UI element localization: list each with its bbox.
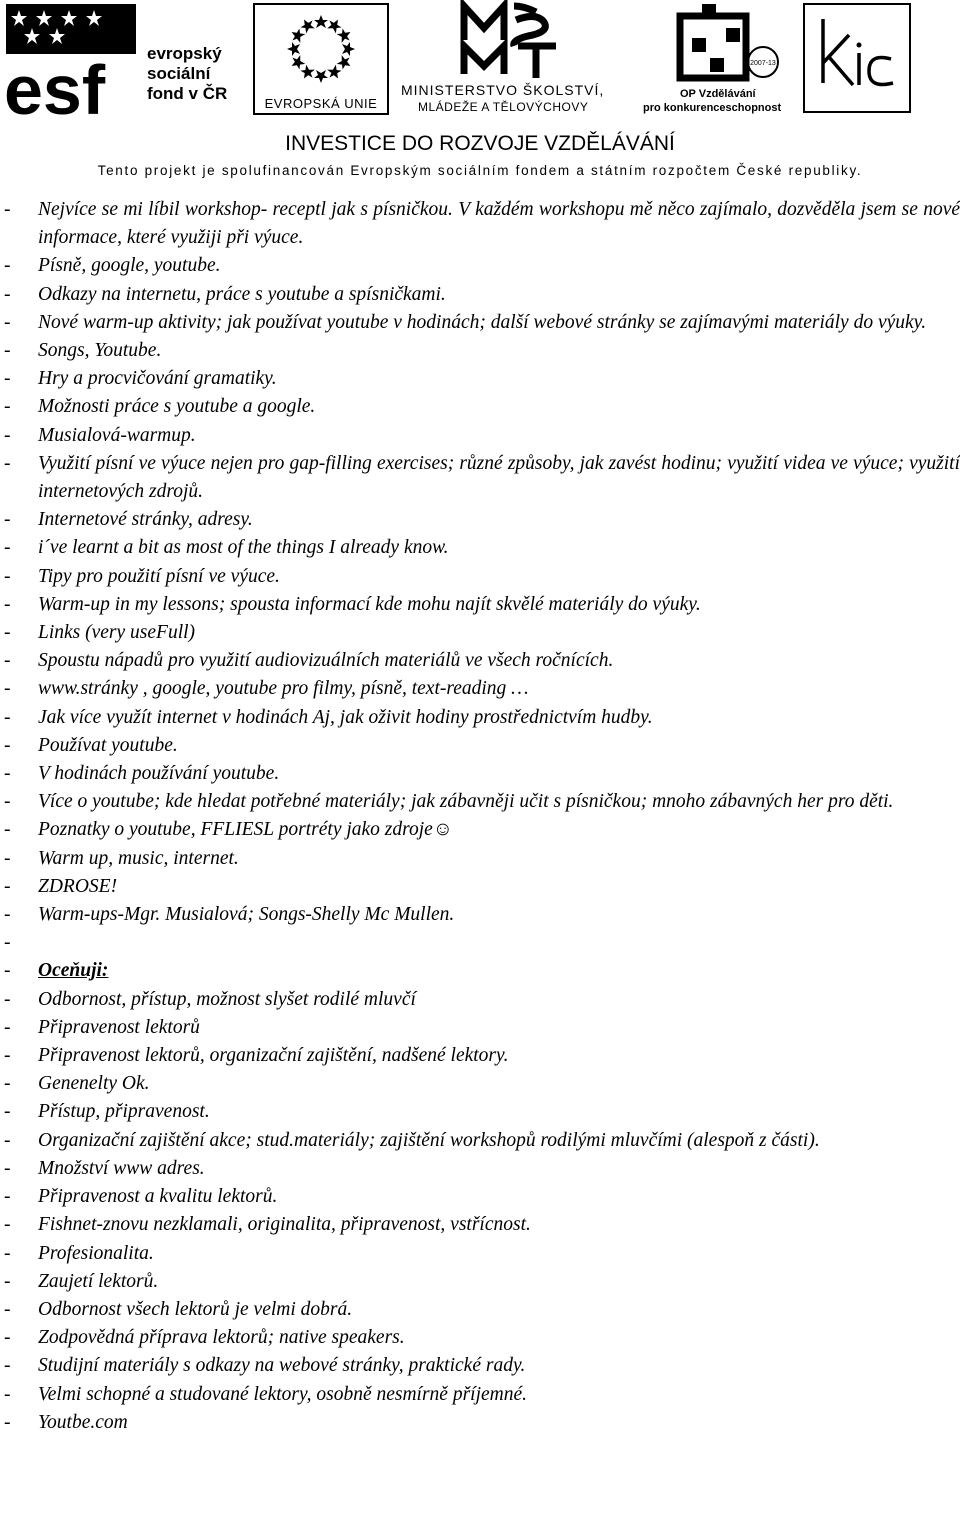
list-item-text: Odbornost, přístup, možnost slyšet rodilé mluvčí	[38, 988, 416, 1010]
kic-logo	[803, 3, 911, 113]
op-vk-years: 2007-13	[750, 60, 776, 67]
list-item-text: Poznatky o youtube, FFLIESL portréty jako zdroje☺	[38, 819, 453, 841]
bullet-dash: -	[4, 396, 11, 418]
list-item	[0, 1014, 960, 1042]
list-item	[0, 252, 960, 280]
list-item	[0, 1352, 960, 1380]
list-item-text: Warm-ups-Mgr. Musialová; Songs-Shelly Mc Mullen.	[38, 904, 455, 926]
list-item-text: Hry a procvičování gramatiky.	[38, 368, 277, 390]
list-item-text: Youtbe.com	[38, 1411, 128, 1433]
bullet-dash: -	[4, 1270, 11, 1292]
list-item-text: Možnosti práce s youtube a google.	[38, 396, 316, 418]
list-item-text: Odkazy na internetu, práce s youtube a spísničkami.	[38, 283, 446, 305]
list-item-text: Více o youtube; kde hledat potřebné materiály; jak zábavněji učit s písničkou; mnoho zábavných her pro děti.	[38, 791, 894, 813]
list-item	[0, 506, 960, 534]
list-item	[0, 873, 960, 901]
list-item-text: Nové warm-up aktivity; jak používat youtube v hodinách; další webové stránky se zajímavými materiály do výuky.	[38, 311, 927, 333]
bullet-dash: -	[4, 706, 11, 728]
bullet-dash: -	[4, 340, 11, 362]
list-item-text: Genenelty Ok.	[38, 1073, 150, 1095]
list-item	[0, 816, 960, 844]
op-vk-line2: pro konkurenceschopnost	[643, 102, 782, 114]
list-item-text: www.stránky , google, youtube pro filmy, písně, text-reading …	[38, 678, 529, 700]
bullet-dash: -	[4, 819, 11, 841]
list-item	[0, 1409, 960, 1437]
bullet-dash: -	[4, 734, 11, 756]
list-item	[0, 337, 960, 365]
op-vk-logo	[640, 0, 792, 118]
list-item	[0, 281, 960, 309]
list-item-text: Odbornost všech lektorů je velmi dobrá.	[38, 1298, 353, 1320]
list-item-text: Připravenost lektorů	[38, 1016, 200, 1038]
list-item-text: Spoustu nápadů pro využití audiovizuálních materiálů ve všech ročnících.	[38, 650, 614, 672]
financing-note: Tento projekt je spolufinancován Evropským sociálním fondem a státním rozpočtem České republiky.	[97, 163, 863, 178]
list-item	[0, 732, 960, 760]
bullet-dash: -	[4, 1355, 11, 1377]
list-item	[0, 788, 960, 816]
svg-text:esf: esf	[4, 51, 106, 118]
bullet-dash: -	[4, 1242, 11, 1264]
list-item-text: Studijní materiály s odkazy na webové stránky, praktické rady.	[38, 1355, 526, 1377]
bullet-dash: -	[4, 1045, 11, 1067]
bullet-dash: -	[4, 593, 11, 615]
bullet-dash: -	[4, 622, 11, 644]
list-item	[0, 1127, 960, 1155]
list-item-text: Fishnet-znovu nezklamali, originalita, připravenost, vstřícnost.	[38, 1214, 531, 1236]
list-item	[0, 1042, 960, 1070]
list-item	[0, 1296, 960, 1324]
list-item	[0, 591, 960, 619]
bullet-dash: -	[4, 537, 11, 559]
msmt-logo	[396, 0, 632, 118]
esf-logo-text: evropský sociální fond v ČR	[147, 44, 228, 103]
list-item	[0, 845, 960, 873]
list-item	[0, 901, 960, 929]
list-item	[0, 309, 960, 337]
bullet-dash: -	[4, 932, 11, 954]
list-item-text: Jak více využít internet v hodinách Aj, jak oživit hodiny prostřednictvím hudby.	[38, 706, 653, 728]
list-item-text: Velmi schopné a studované lektory, osobně nesmírně příjemné.	[38, 1383, 528, 1405]
bullet-dash: -	[4, 875, 11, 897]
bullet-dash: -	[4, 311, 11, 333]
list-item	[0, 929, 960, 957]
eu-logo	[253, 3, 389, 115]
bullet-dash: -	[4, 509, 11, 531]
list-item-text: Zaujetí lektorů.	[38, 1270, 159, 1292]
list-item-text: Zodpovědná příprava lektorů; native speakers.	[38, 1327, 405, 1349]
bullet-dash: -	[4, 1383, 11, 1405]
list-item	[0, 1211, 960, 1239]
list-item-text: Internetové stránky, adresy.	[38, 509, 253, 531]
list-item	[0, 1381, 960, 1409]
page-header	[0, 0, 960, 185]
list-item-text: Musialová-warmup.	[38, 424, 196, 446]
list-item	[0, 1240, 960, 1268]
list-item	[0, 1183, 960, 1211]
list-item-text: Nejvíce se mi líbil workshop- receptl jak s písničkou. V každém workshopu mě něco zajímalo, dozvěděla jsem se nové informace, které využiji při výuce.	[38, 199, 960, 249]
list-item	[0, 1070, 960, 1098]
bullet-dash: -	[4, 847, 11, 869]
bullet-dash: -	[4, 650, 11, 672]
bullet-dash: -	[4, 1327, 11, 1349]
feedback-list	[0, 196, 960, 1437]
bullet-dash: -	[4, 1186, 11, 1208]
list-item-text: Links (very useFull)	[38, 622, 196, 644]
list-item	[0, 393, 960, 421]
bullet-dash: -	[4, 1129, 11, 1151]
list-item-text: Warm-up in my lessons; spousta informací kde mohu najít skvělé materiály do výuky.	[38, 593, 701, 615]
bullet-dash: -	[4, 1214, 11, 1236]
bullet-dash: -	[4, 1298, 11, 1320]
list-item-text: Písně, google, youtube.	[38, 255, 221, 277]
list-item	[0, 957, 960, 985]
list-item-text: Profesionalita.	[38, 1242, 154, 1264]
list-item	[0, 365, 960, 393]
list-item-text: Množství www adres.	[38, 1157, 205, 1179]
list-item-text: Organizační zajištění akce; stud.materiály; zajištění workshopů rodilými mluvčími (alespoň z části).	[38, 1129, 820, 1151]
bullet-dash: -	[4, 424, 11, 446]
bullet-dash: -	[4, 1101, 11, 1123]
investice-heading: INVESTICE DO ROZVOJE VZDĚLÁVÁNÍ	[285, 132, 675, 155]
msmt-logo-line2: MLÁDEŽE A TĚLOVÝCHOVY	[418, 100, 589, 114]
list-item-text: Připravenost a kvalitu lektorů.	[38, 1186, 278, 1208]
bullet-dash: -	[4, 368, 11, 390]
bullet-dash: -	[4, 1411, 11, 1433]
list-item	[0, 619, 960, 647]
bullet-dash: -	[4, 904, 11, 926]
list-item	[0, 422, 960, 450]
list-item	[0, 196, 960, 252]
list-item-text: ZDROSE!	[38, 875, 118, 897]
list-item	[0, 760, 960, 788]
list-item	[0, 1324, 960, 1352]
list-item-text: Používat youtube.	[38, 734, 178, 756]
bullet-dash: -	[4, 791, 11, 813]
list-item	[0, 704, 960, 732]
list-item-text: Přístup, připravenost.	[38, 1101, 210, 1123]
list-item-text: Warm up, music, internet.	[38, 847, 239, 869]
list-item-text: V hodinách používání youtube.	[38, 763, 280, 785]
bullet-dash: -	[4, 1016, 11, 1038]
list-item-text: Využití písní ve výuce nejen pro gap-filling exercises; různé způsoby, jak zavést hodinu; využití videa ve výuce; využití internetových zdrojů.	[38, 452, 960, 503]
bullet-dash: -	[4, 452, 11, 474]
list-item-text: Připravenost lektorů, organizační zajištění, nadšené lektory.	[38, 1045, 509, 1067]
list-item	[0, 675, 960, 703]
list-item	[0, 534, 960, 562]
bullet-dash: -	[4, 283, 11, 305]
bullet-dash: -	[4, 960, 11, 982]
bullet-dash: -	[4, 199, 11, 220]
list-item	[0, 450, 960, 506]
bullet-dash: -	[4, 255, 11, 277]
bullet-dash: -	[4, 1157, 11, 1179]
list-item-text: Tipy pro použití písní ve výuce.	[38, 565, 280, 587]
list-item	[0, 1098, 960, 1126]
list-item-text: Songs, Youtube.	[38, 340, 162, 362]
op-vk-line1: OP Vzdělávání	[680, 88, 756, 100]
bullet-dash: -	[4, 988, 11, 1010]
list-item	[0, 647, 960, 675]
list-item-text: Oceňuji:	[38, 960, 109, 982]
list-item-text: i´ve learnt a bit as most of the things I already know.	[38, 537, 449, 559]
list-item	[0, 986, 960, 1014]
bullet-dash: -	[4, 565, 11, 587]
list-item	[0, 563, 960, 591]
list-item	[0, 1268, 960, 1296]
bullet-dash: -	[4, 678, 11, 700]
bullet-dash: -	[4, 763, 11, 785]
eu-logo-label: EVROPSKÁ UNIE	[264, 96, 378, 111]
msmt-logo-line1: MINISTERSTVO ŠKOLSTVÍ,	[401, 82, 605, 98]
bullet-dash: -	[4, 1073, 11, 1095]
list-item	[0, 1155, 960, 1183]
